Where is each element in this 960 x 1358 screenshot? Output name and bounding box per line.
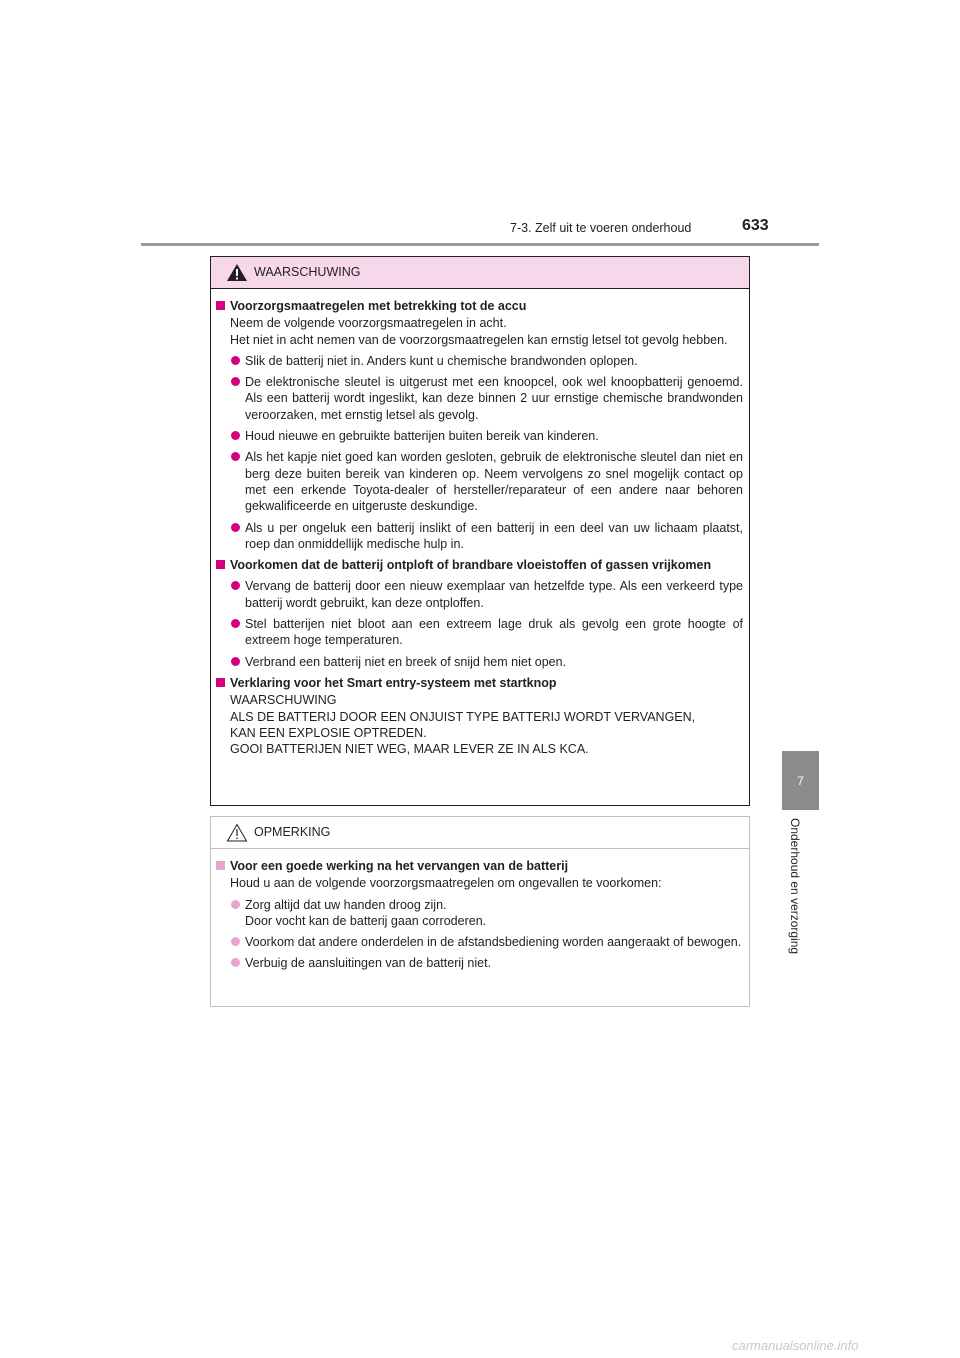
list-item: Houd nieuwe en gebruikte batterijen buiten bereik van kinderen. [216,428,743,444]
list-item: Verbrand een batterij niet en breek of snijd hem niet open. [216,654,743,670]
list-item: Als u per ongeluk een batterij inslikt of een batterij in een deel van uw lichaam plaatst, roep dan onmiddellijk medische hulp in. [216,520,743,553]
header-section-title: 7-3. Zelf uit te voeren onderhoud [510,221,692,235]
paragraph: ALS DE BATTERIJ DOOR EEN ONJUIST TYPE BATTERIJ WORDT VERVANGEN, [230,709,696,724]
warning-body [211,289,749,757]
warning-box [210,256,750,806]
list-item: Slik de batterij niet in. Anders kunt u chemische brandwonden oplopen. [216,353,743,369]
list-item: De elektronische sleutel is uitgerust met een knoopcel, ook wel knoopbatterij genoemd. Als een batterij wordt ingeslikt, kan deze binnen 2 uur ernstige chemische brandwonden veroorzaken, met ernstig letsel als gevolg. [216,374,743,423]
list-item: Verbuig de aansluitingen van de batterij niet. [216,955,743,971]
section-heading: Verklaring voor het Smart entry-systeem met startknop [216,675,743,691]
note-box [210,816,750,1007]
paragraph: WAARSCHUWING [230,693,337,708]
list-item: Stel batterijen niet bloot aan een extreem lage druk als gevolg een grote hoogte of extreem hoge temperaturen. [216,616,743,649]
paragraph: Houd u aan de volgende voorzorgsmaatregelen om ongevallen te voorkomen: [230,876,662,891]
paragraph: KAN EEN EXPLOSIE OPTREDEN. [230,725,427,740]
warning-triangle-icon [226,263,248,282]
watermark: carmanualsonline.info [732,1338,859,1353]
note-box-header [211,817,749,849]
warning-box-header [211,257,749,289]
section-heading: Voorkomen dat de batterij ontploft of brandbare vloeistoffen of gassen vrijkomen [216,557,743,573]
warning-label: WAARSCHUWING [254,265,361,279]
list-item-line: Door vocht kan de batterij gaan corroderen. [245,913,487,928]
caution-triangle-outline-icon [226,823,248,842]
page-number: 633 [742,217,769,234]
list-item: Vervang de batterij door een nieuw exemplaar van hetzelfde type. Als een verkeerd type batterij wordt gebruikt, kan deze ontploffen. [216,578,743,611]
chapter-number: 7 [797,773,804,788]
paragraph: Het niet in acht nemen van de voorzorgsmaatregelen kan ernstig letsel tot gevolg hebben. [230,332,728,347]
paragraph: GOOI BATTERIJEN NIET WEG, MAAR LEVER ZE IN ALS KCA. [230,742,589,757]
note-label: OPMERKING [254,825,331,839]
section-heading: Voor een goede werking na het vervangen van de batterij [216,858,743,874]
list-item [216,897,743,930]
paragraph: Neem de volgende voorzorgsmaatregelen in acht. [230,316,507,331]
section-heading: Voorzorgsmaatregelen met betrekking tot de accu [216,298,743,314]
list-item-line: Zorg altijd dat uw handen droog zijn. [245,897,447,912]
chapter-tab [782,751,819,810]
header-rule [141,243,819,246]
list-item: Voorkom dat andere onderdelen in de afstandsbediening worden aangeraakt of bewogen. [216,934,743,950]
chapter-title: Onderhoud en verzorging [788,818,802,955]
note-body [211,849,749,972]
list-item: Als het kapje niet goed kan worden gesloten, gebruik de elektronische sleutel dan niet en berg deze buiten bereik van kinderen op. Neem vervolgens zo snel mogelijk contact op met een erkende Toyota-dealer of hersteller/reparateur of een andere naar behoren gekwalificeerde en uitgeruste deskundige. [216,449,743,514]
